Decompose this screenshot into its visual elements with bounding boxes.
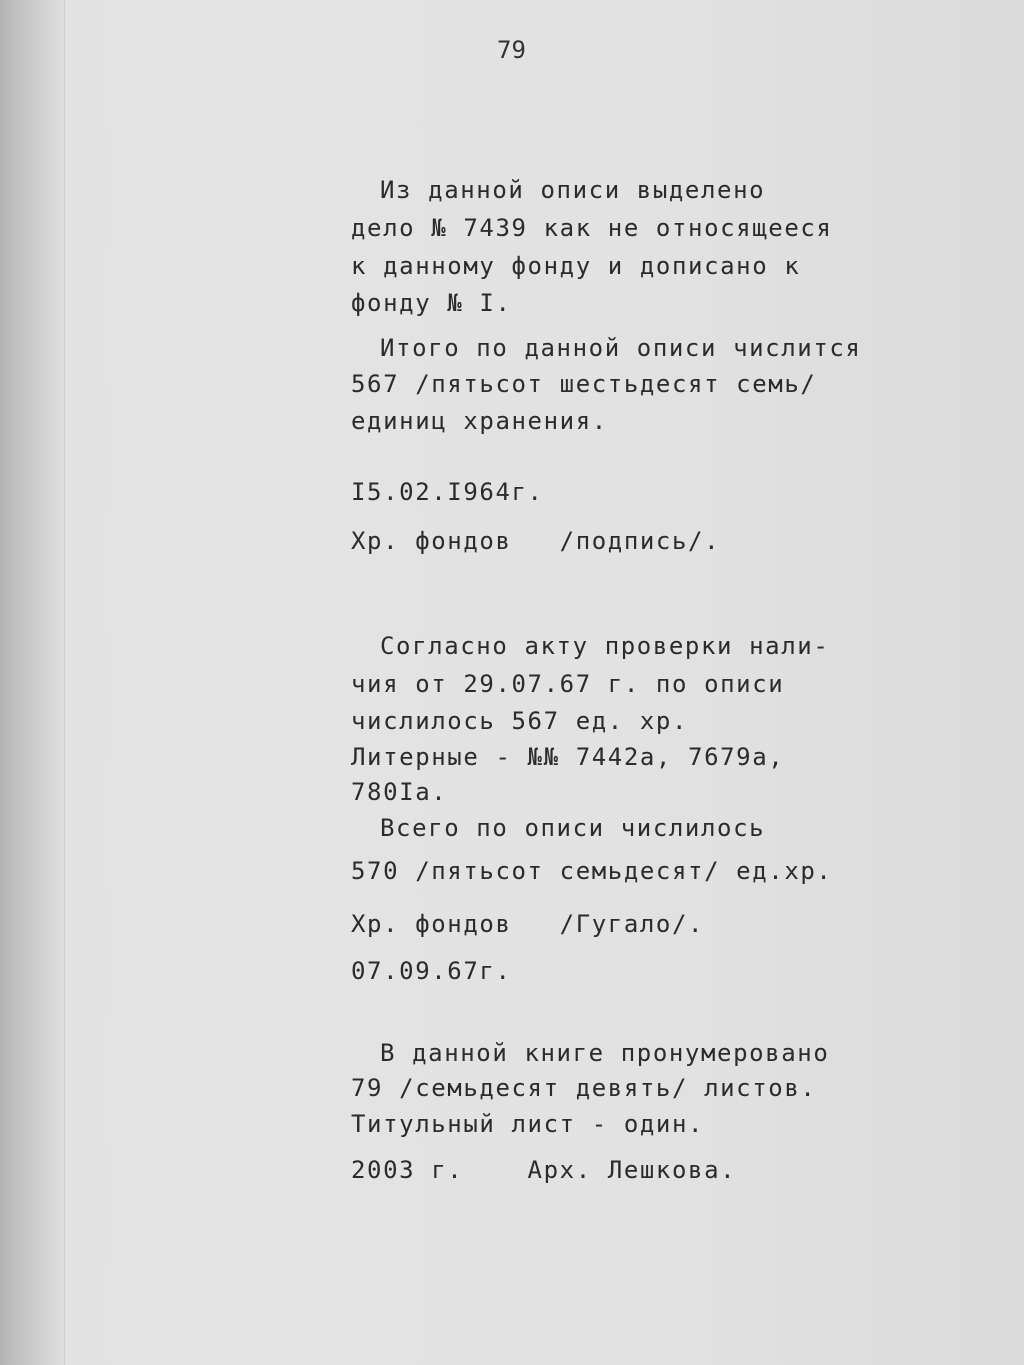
note-check-line-6: Всего по описи числилось: [380, 814, 766, 842]
note-check-line-7: 570 /пятьсот семьдесят/ ед.хр.: [351, 857, 833, 885]
note-excluded-line-4: фонду № I.: [351, 289, 512, 317]
note-pages-line-1: В данной книге пронумеровано: [380, 1039, 830, 1067]
note-excluded-line-1: Из данной описи выделено: [380, 176, 766, 204]
note-excluded-line-3: к данному фонду и дописано к: [351, 252, 801, 280]
entry-1964-signature: Хр. фондов /подпись/.: [351, 527, 721, 555]
page-number: 79: [497, 36, 526, 64]
note-total-line-2: 567 /пятьсот шестьдесят семь/: [351, 370, 817, 398]
note-total-line-3: единиц хранения.: [351, 407, 608, 435]
note-check-line-4: Литерные - №№ 7442а, 7679а,: [351, 743, 785, 771]
note-check-line-5: 780Iа.: [351, 778, 448, 806]
note-pages-sign-off: 2003 г. Арх. Лешкова.: [351, 1156, 737, 1184]
note-check-line-2: чия от 29.07.67 г. по описи: [351, 670, 785, 698]
note-check-date: 07.09.67г.: [351, 957, 512, 985]
note-excluded-line-2: дело № 7439 как не относящееся: [351, 214, 833, 242]
note-check-line-3: числилось 567 ед. хр.: [351, 707, 689, 735]
page-binding-shadow: [0, 0, 65, 1365]
note-check-line-1: Согласно акту проверки нали-: [380, 632, 830, 660]
note-pages-line-3: Титульный лист - один.: [351, 1110, 705, 1138]
note-total-line-1: Итого по данной описи числится: [380, 334, 862, 362]
note-check-signature: Хр. фондов /Гугало/.: [351, 910, 705, 938]
note-pages-line-2: 79 /семьдесят девять/ листов.: [351, 1074, 817, 1102]
entry-1964-date: I5.02.I964г.: [351, 478, 544, 506]
